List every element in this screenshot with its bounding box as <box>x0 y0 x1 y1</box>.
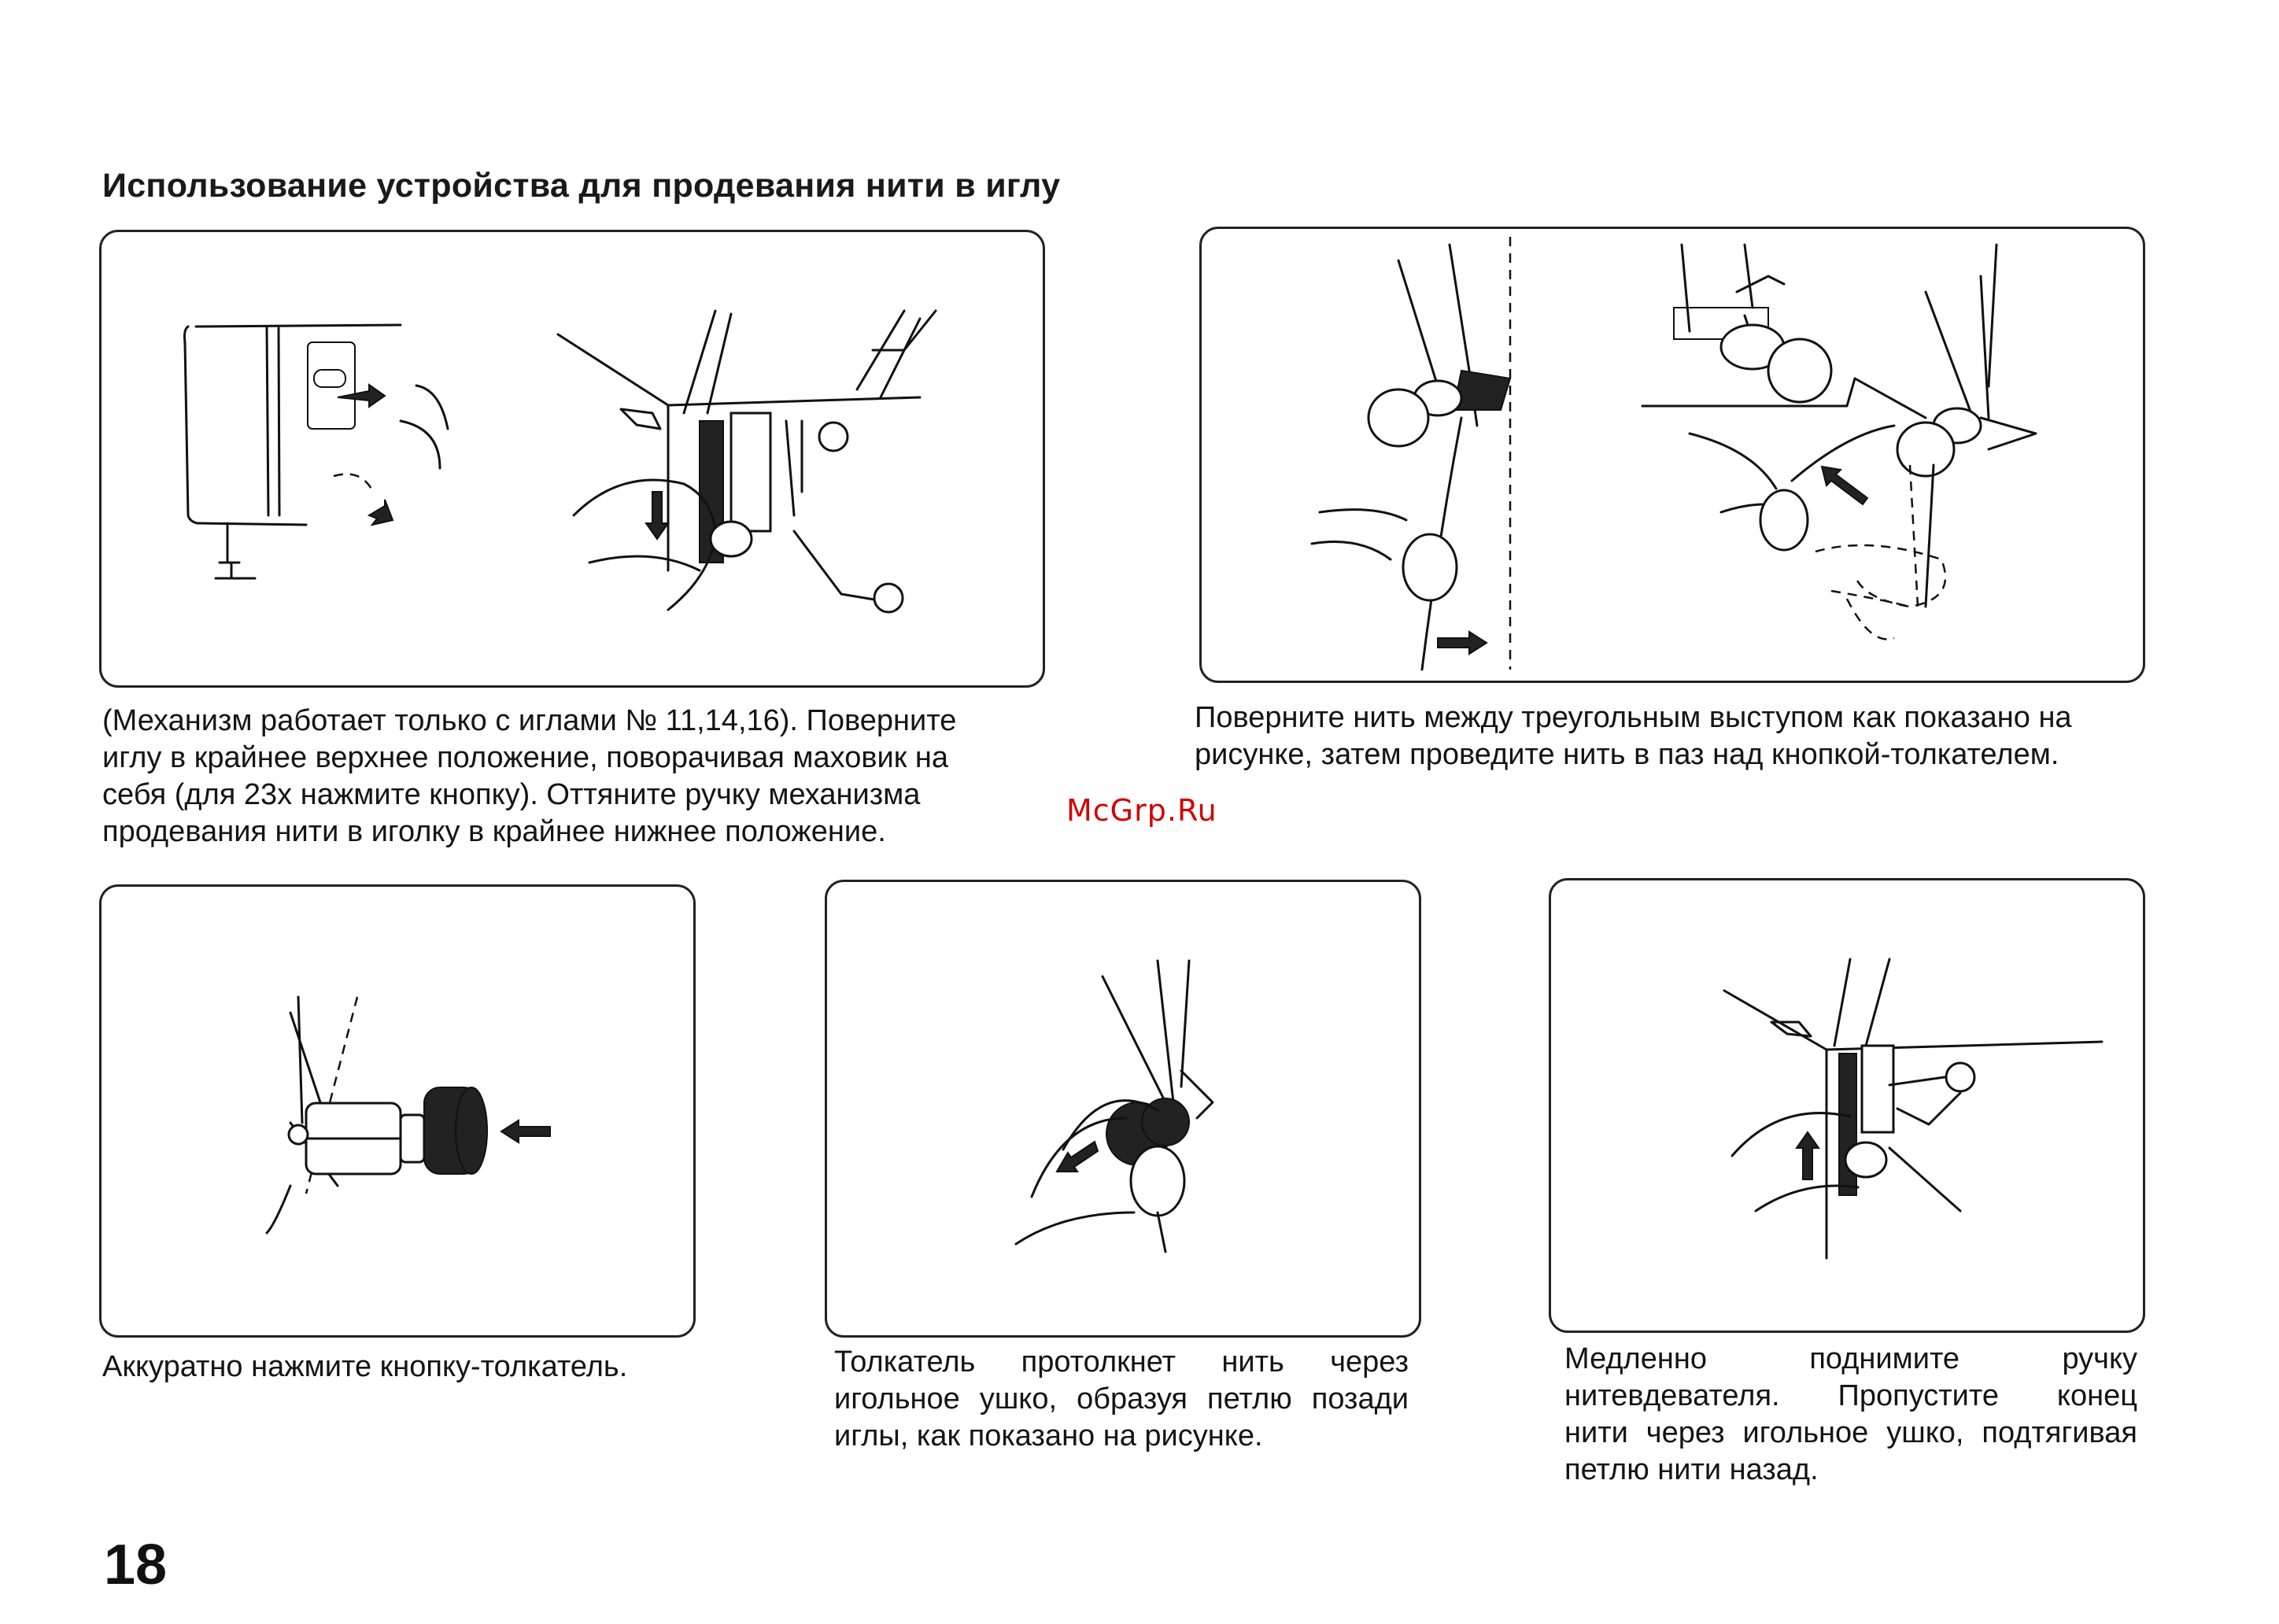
step-1-caption-line: себя (для 23х нажмите кнопку). Оттяните ручку механизма <box>102 778 921 811</box>
step-3-caption <box>102 1349 700 1386</box>
step-4-caption-line: игольное ушко, образуя петлю позади <box>834 1382 1409 1415</box>
step-1-caption-line: иглу в крайнее верхнее положение, поворачивая маховик на <box>102 741 949 774</box>
step-3-caption-line: Аккуратно нажмите кнопку-толкатель. <box>102 1350 628 1383</box>
step-1-caption-line: продевания нити в иголку в крайнее нижнее положение. <box>102 815 886 848</box>
illustration-panel-step-2 <box>1199 227 2145 683</box>
step-4-caption <box>834 1344 1409 1455</box>
step-4-caption-line: иглы, как показано на рисунке. <box>834 1419 1263 1452</box>
push-button-illustration <box>102 887 693 1335</box>
page-title: Использование устройства для продевания нити в иглу <box>102 167 1061 205</box>
step-1-caption <box>102 703 1043 851</box>
illustration-panel-step-3 <box>99 884 696 1338</box>
machine-threader-illustration <box>102 232 1043 685</box>
illustration-panel-step-1 <box>99 230 1045 688</box>
step-2-caption-line: рисунке, затем проведите нить в паз над кнопкой-толкателем. <box>1195 738 2059 771</box>
illustration-panel-step-4 <box>825 880 1421 1338</box>
thread-loop-illustration <box>827 882 1419 1335</box>
step-2-caption-line: Поверните нить между треугольным выступом как показано на <box>1195 701 2072 734</box>
raise-lever-illustration <box>1551 880 2143 1331</box>
thread-guide-illustration <box>1202 229 2143 681</box>
step-5-caption-line: петлю нити назад. <box>1564 1453 1819 1486</box>
step-4-caption-line: Толкатель протолкнет нить через <box>834 1345 1409 1379</box>
step-5-caption-line: нити через игольное ушко, подтягивая <box>1564 1416 2137 1449</box>
step-5-caption-line: Медленно поднимите ручку <box>1564 1342 2137 1375</box>
page-number: 18 <box>104 1534 168 1596</box>
illustration-panel-step-5 <box>1549 878 2145 1333</box>
watermark: McGrp.Ru <box>1066 793 1217 828</box>
step-5-caption <box>1564 1341 2137 1489</box>
step-1-caption-line: (Механизм работает только с иглами № 11,14,16). Поверните <box>102 704 957 737</box>
step-5-caption-line: нитевдевателя. Пропустите конец <box>1564 1379 2137 1412</box>
step-2-caption <box>1195 699 2139 773</box>
